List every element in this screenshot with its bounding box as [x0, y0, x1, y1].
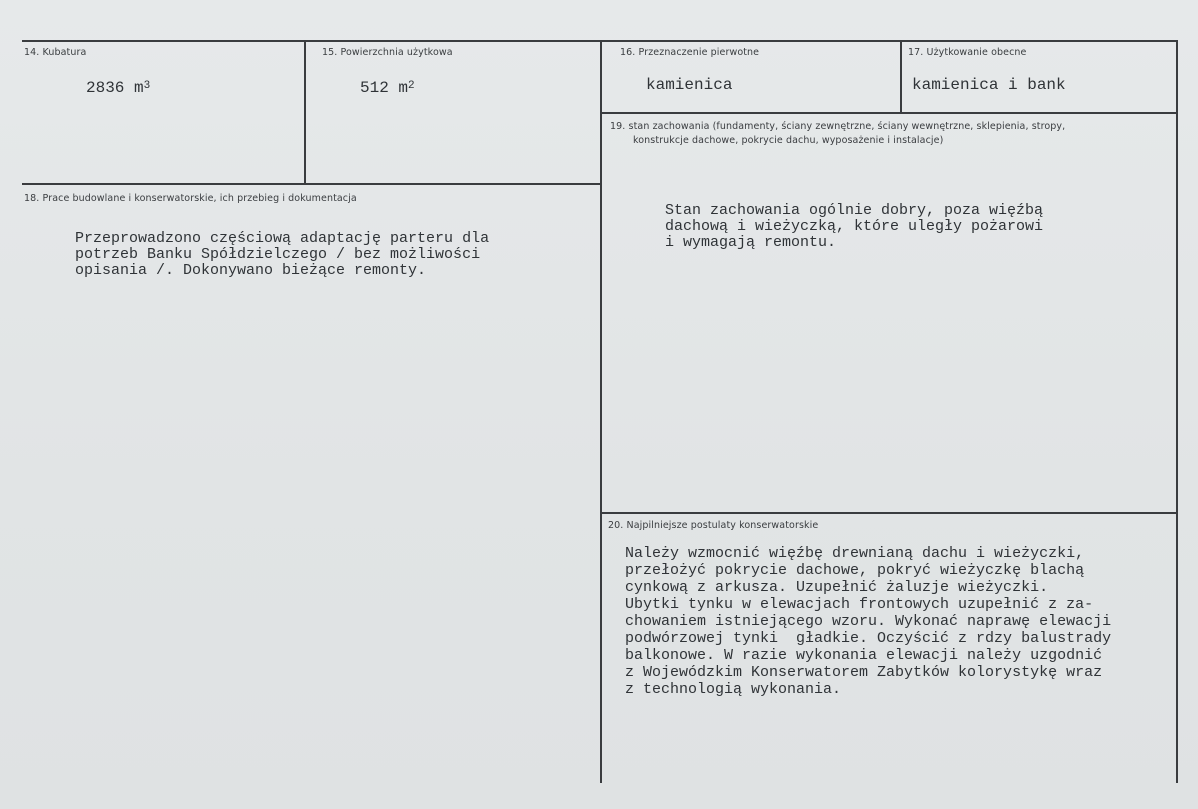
postulaty-line: balkonowe. W razie wykonania elewacji należy uzgodnić: [625, 647, 1103, 664]
postulaty-line: przełożyć pokrycie dachowe, pokryć wieżyczkę blachą: [625, 562, 1085, 579]
uzytkowanie-value: kamienica i bank: [912, 76, 1066, 94]
postulaty-line: Ubytki tynku w elewacjach frontowych uzupełnić z za-: [625, 596, 1094, 613]
powierzchnia-label: 15. Powierzchnia użytkowa: [322, 47, 453, 58]
prace-label: 18. Prace budowlane i konserwatorskie, ich przebieg i dokumentacja: [24, 193, 357, 204]
prace-line: opisania /. Dokonywano bieżące remonty.: [75, 262, 427, 279]
kubatura-number: 2836 m: [86, 79, 144, 97]
right-border: [1176, 40, 1178, 783]
postulaty-line: chowaniem istniejącego wzoru. Wykonać naprawę elewacji: [625, 613, 1112, 630]
przeznaczenie-label: 16. Przeznaczenie pierwotne: [620, 47, 760, 58]
postulaty-line: z technologią wykonania.: [625, 681, 842, 698]
stan-line: Stan zachowania ogólnie dobry, poza więźbą: [665, 202, 1044, 219]
kubatura-value: [86, 80, 150, 98]
postulaty-line: Należy wzmocnić więźbę drewnianą dachu i wieżyczki,: [625, 545, 1085, 562]
rule-under-16-17: [600, 112, 1178, 114]
powierzchnia-value: [360, 80, 415, 98]
powierzchnia-number: 512 m: [360, 79, 409, 97]
divider-14-15: [304, 40, 306, 185]
stan-line: dachową i wieżyczką, które uległy pożarowi: [665, 218, 1044, 235]
center-divider: [600, 40, 602, 783]
postulaty-line: cynkową z arkusza. Uzupełnić żaluzje wieżyczki.: [625, 579, 1049, 596]
rule-under-14-15: [22, 183, 602, 185]
stan-label-line2: konstrukcje dachowe, pokrycie dachu, wyposażenie i instalacje): [633, 135, 944, 146]
przeznaczenie-value: kamienica: [646, 76, 733, 94]
stan-label-line1: 19. stan zachowania (fundamenty, ściany zewnętrzne, ściany wewnętrzne, sklepienia, stropy,: [610, 121, 1066, 132]
postulaty-label: 20. Najpilniejsze postulaty konserwatorskie: [608, 520, 819, 531]
divider-16-17: [900, 40, 902, 113]
prace-line: potrzeb Banku Spółdzielczego / bez możliwości: [75, 246, 481, 263]
postulaty-line: podwórzowej tynki gładkie. Oczyścić z rdzy balustrady: [625, 630, 1112, 647]
rule-above-20: [600, 512, 1178, 514]
kubatura-exponent: 3: [143, 80, 151, 92]
stan-line: i wymagają remontu.: [665, 234, 837, 251]
powierzchnia-exponent: 2: [408, 80, 415, 92]
uzytkowanie-label: 17. Użytkowanie obecne: [908, 47, 1027, 58]
postulaty-line: z Wojewódzkim Konserwatorem Zabytków kolorystykę wraz: [625, 664, 1103, 681]
kubatura-label: 14. Kubatura: [24, 47, 87, 58]
prace-line: Przeprowadzono częściową adaptację parteru dla: [75, 230, 490, 247]
